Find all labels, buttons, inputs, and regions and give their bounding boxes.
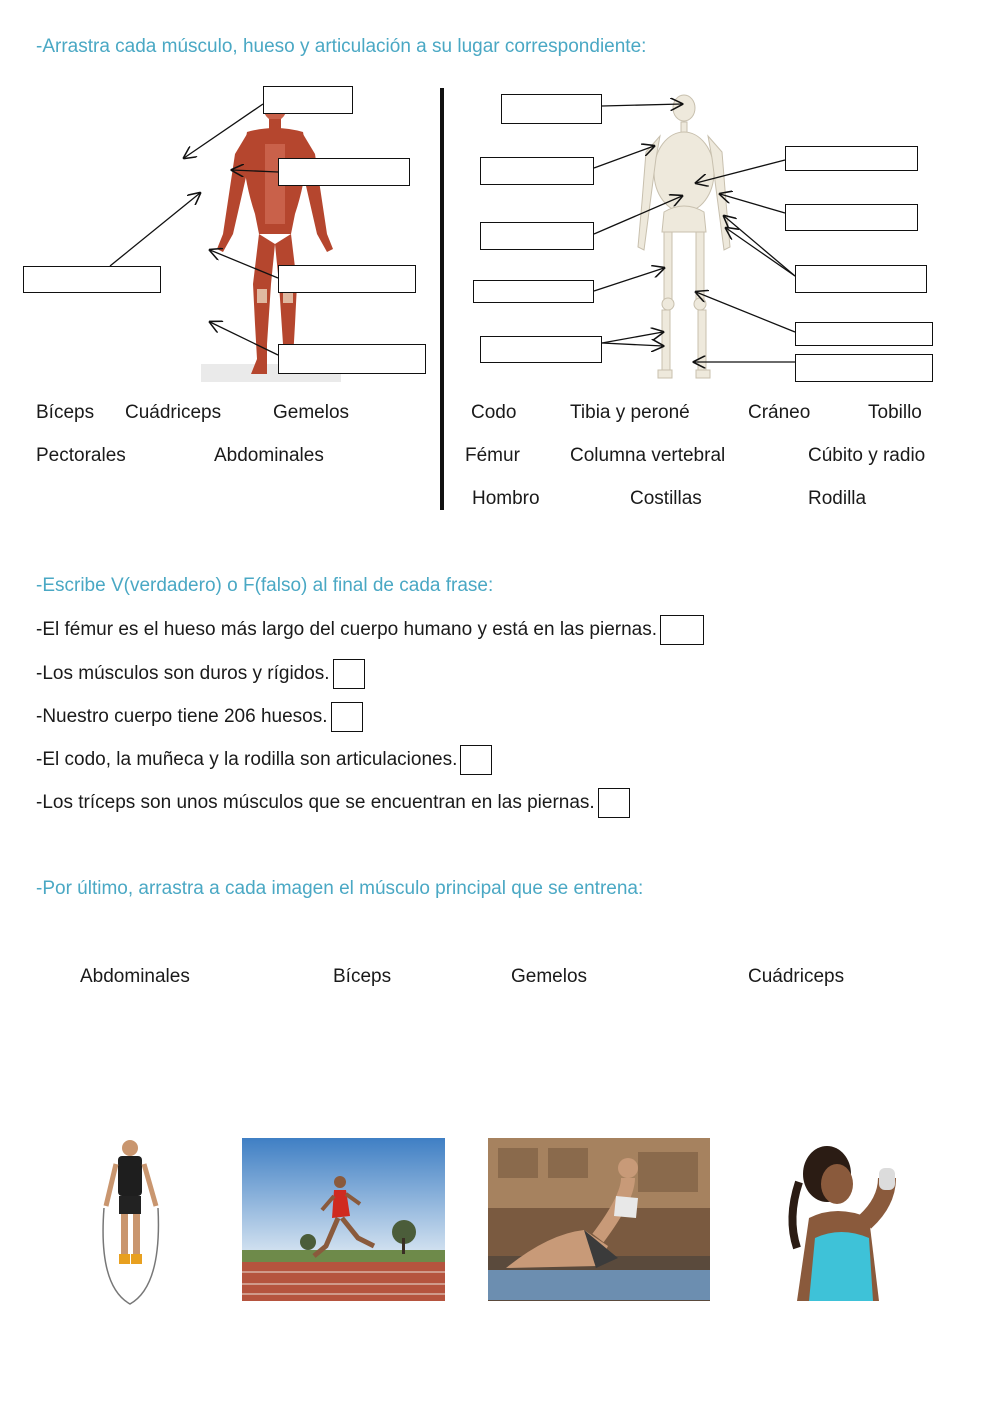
tf-sentence-1	[36, 615, 704, 645]
tf-answer-box-3[interactable]	[331, 702, 363, 732]
tf-answer-box-2[interactable]	[333, 659, 365, 689]
drag-word-tobillo[interactable]: Tobillo	[868, 402, 922, 423]
drag-word-abdominales[interactable]: Abdominales	[214, 445, 324, 466]
tf-sentence-1-text: -El fémur es el hueso más largo del cuerpo humano y está en las piernas.	[36, 619, 657, 640]
drop-box-muscle-3[interactable]	[23, 266, 161, 293]
tf-sentence-3	[36, 702, 363, 732]
drag-word-rodilla[interactable]: Rodilla	[808, 488, 867, 509]
tf-sentence-5	[36, 788, 630, 818]
drag-word-hombro[interactable]: Hombro	[472, 488, 540, 509]
section3-heading: -Por último, arrastra a cada imagen el músculo principal que se entrena:	[36, 878, 644, 899]
drop-box-bone-5[interactable]	[480, 336, 602, 363]
tf-answer-box-1[interactable]	[660, 615, 704, 645]
drag-word-pectorales[interactable]: Pectorales	[36, 445, 126, 466]
drag-word-femur[interactable]: Fémur	[465, 445, 520, 466]
running-photo[interactable]	[242, 1138, 445, 1301]
drop-box-bone-1[interactable]	[501, 94, 602, 124]
drag-word-gemelos-2[interactable]: Gemelos	[511, 966, 588, 987]
drag-word-biceps-2[interactable]: Bíceps	[333, 966, 392, 987]
drag-word-costillas[interactable]: Costillas	[630, 488, 702, 509]
drop-box-bone-8[interactable]	[795, 265, 927, 293]
drop-box-bone-7[interactable]	[785, 204, 918, 231]
drop-box-bone-4[interactable]	[473, 280, 594, 303]
divider-line	[440, 88, 444, 510]
drop-box-bone-9[interactable]	[795, 322, 933, 346]
drag-word-cuadriceps[interactable]: Cuádriceps	[125, 402, 222, 423]
tf-sentence-2-text: -Los músculos son duros y rígidos.	[36, 663, 330, 684]
drag-word-gemelos[interactable]: Gemelos	[273, 402, 350, 423]
drag-word-codo[interactable]: Codo	[471, 402, 517, 423]
situps-photo[interactable]	[488, 1138, 710, 1301]
tf-sentence-5-text: -Los tríceps son unos músculos que se encuentran en las piernas.	[36, 792, 595, 813]
drag-word-tibia-perone[interactable]: Tibia y peroné	[570, 402, 690, 423]
biceps-curl-photo[interactable]	[757, 1138, 927, 1301]
drop-box-bone-6[interactable]	[785, 146, 918, 171]
drag-word-craneo[interactable]: Cráneo	[748, 402, 811, 423]
drop-box-muscle-1[interactable]	[263, 86, 353, 114]
drag-word-columna-vertebral[interactable]: Columna vertebral	[570, 445, 726, 466]
tf-sentence-3-text: -Nuestro cuerpo tiene 206 huesos.	[36, 706, 328, 727]
tf-sentence-4-text: -El codo, la muñeca y la rodilla son articulaciones.	[36, 749, 458, 770]
drag-word-cubito-radio[interactable]: Cúbito y radio	[808, 445, 926, 466]
section2-heading: -Escribe V(verdadero) o F(falso) al final de cada frase:	[36, 575, 494, 596]
tf-answer-box-4[interactable]	[460, 745, 492, 775]
tf-sentence-4	[36, 745, 492, 775]
tf-sentence-2	[36, 659, 365, 689]
drag-word-cuadriceps-2[interactable]: Cuádriceps	[748, 966, 845, 987]
section1-heading: -Arrastra cada músculo, hueso y articulación a su lugar correspondiente:	[36, 36, 647, 57]
drag-word-abdominales-2[interactable]: Abdominales	[80, 966, 190, 987]
tf-answer-box-5[interactable]	[598, 788, 630, 818]
drop-box-bone-10[interactable]	[795, 354, 933, 382]
drop-box-muscle-5[interactable]	[278, 344, 426, 374]
drop-box-bone-3[interactable]	[480, 222, 594, 250]
drag-word-biceps[interactable]: Bíceps	[36, 402, 95, 423]
drop-box-muscle-4[interactable]	[278, 265, 416, 293]
drop-box-bone-2[interactable]	[480, 157, 594, 185]
jump-rope-photo[interactable]	[96, 1136, 166, 1308]
drop-box-muscle-2[interactable]	[278, 158, 410, 186]
